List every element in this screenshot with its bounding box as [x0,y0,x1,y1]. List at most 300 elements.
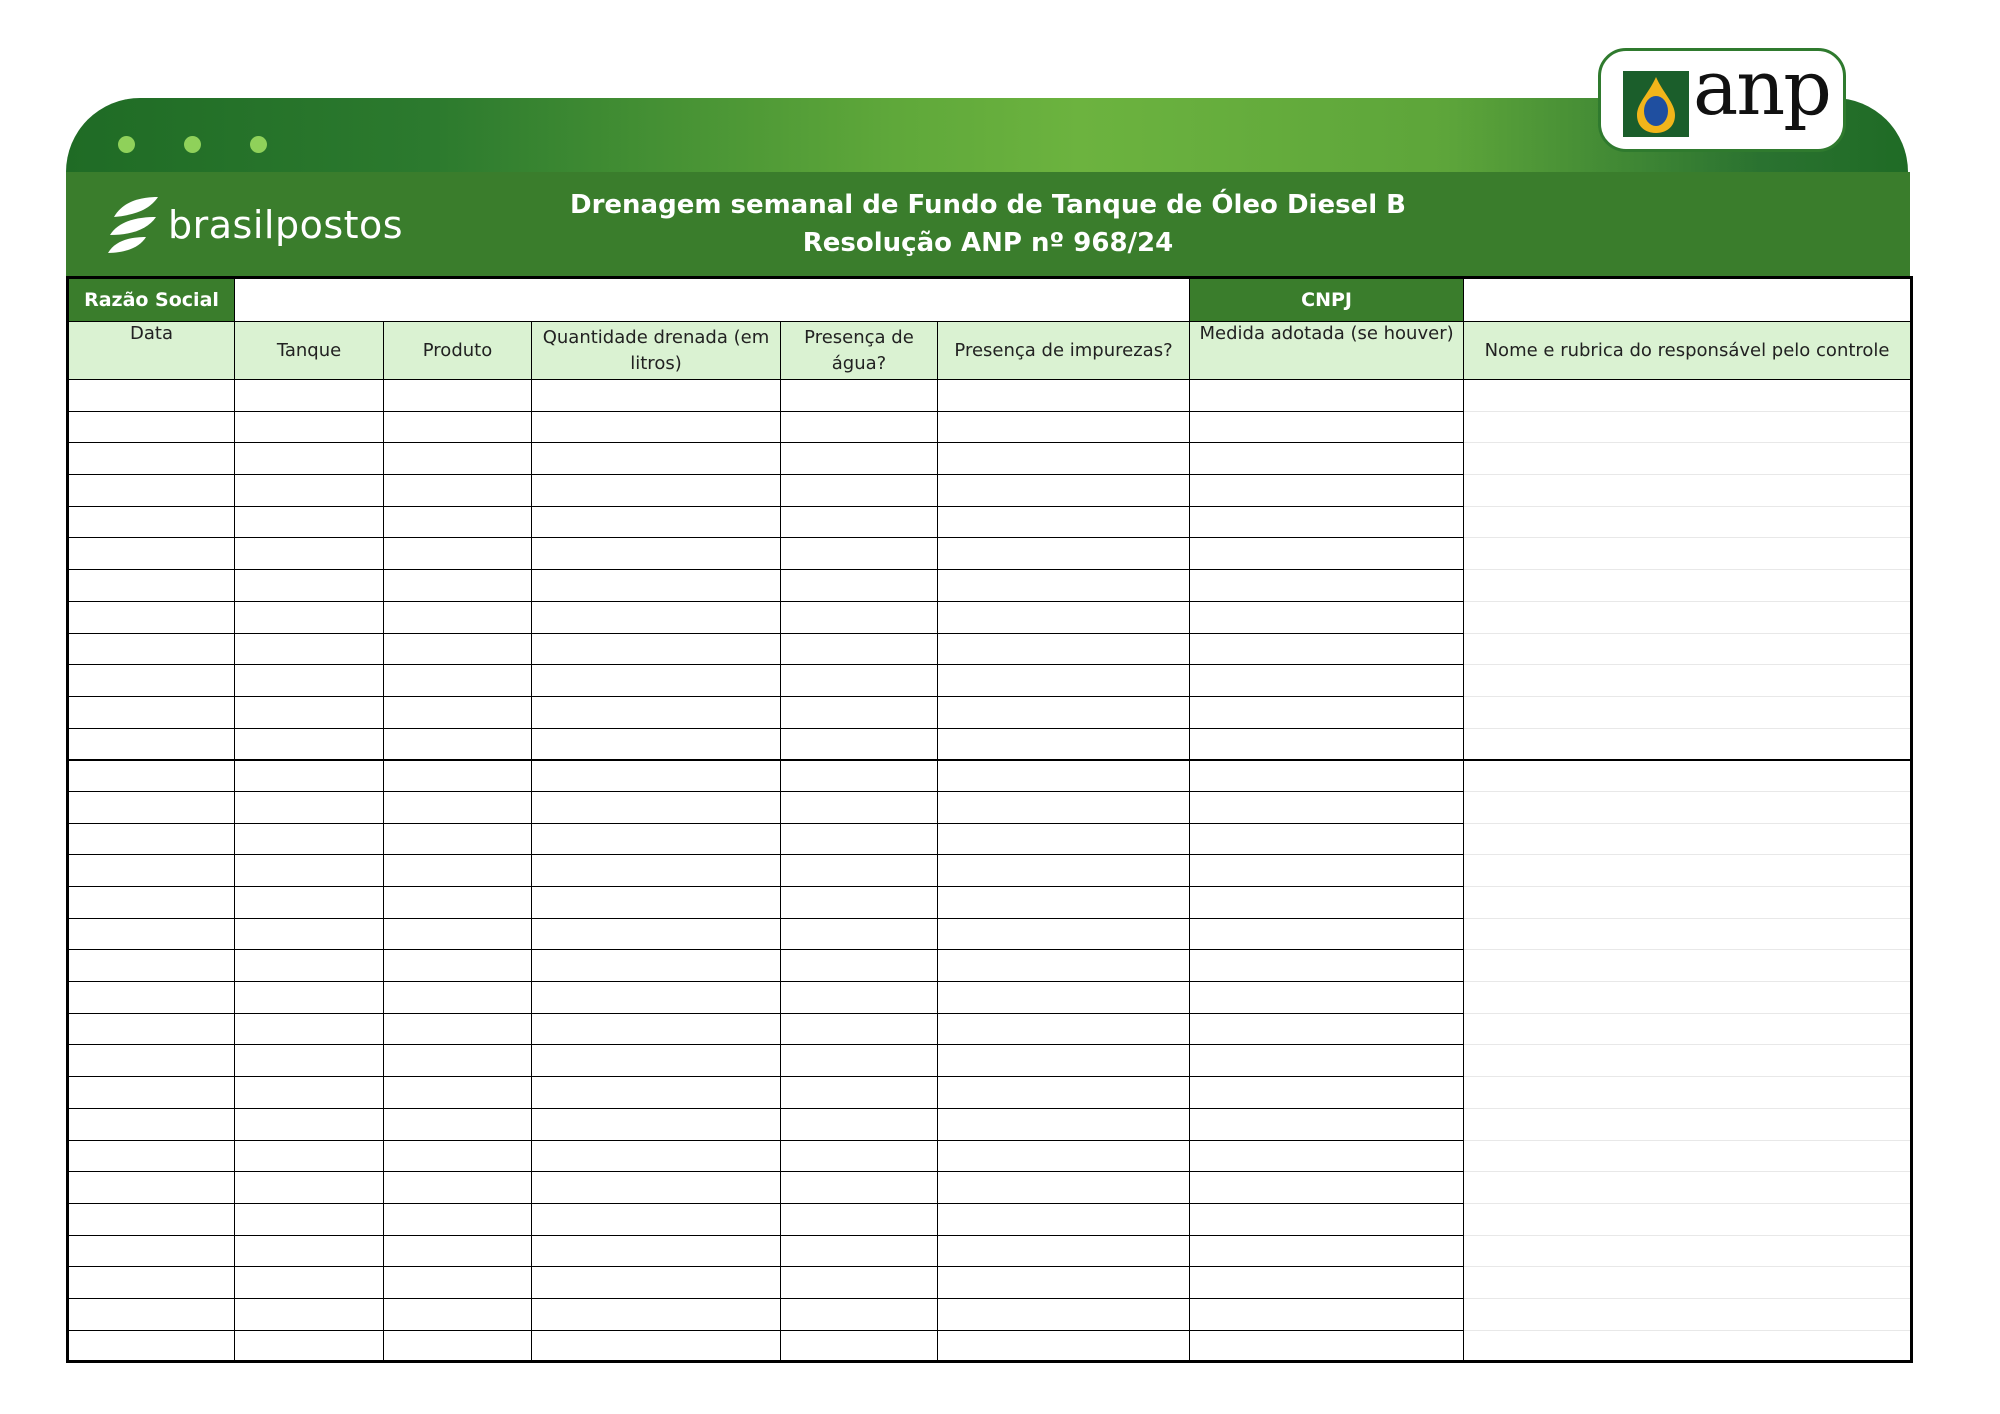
table-cell[interactable] [1190,538,1464,570]
table-row [68,411,1912,443]
table-cell[interactable] [1190,601,1464,633]
table-cell[interactable] [781,1108,938,1140]
table-cell[interactable] [384,918,532,950]
table-cell[interactable] [1464,633,1912,665]
table-cell[interactable] [235,696,384,728]
table-cell[interactable] [1190,443,1464,475]
table-cell[interactable] [68,475,235,507]
table-cell[interactable] [1464,1013,1912,1045]
table-cell[interactable] [781,696,938,728]
table-cell[interactable] [68,728,235,760]
title-line-2: Resolução ANP nº 968/24 [802,228,1174,258]
table-cell[interactable] [938,823,1190,855]
table-cell[interactable] [938,601,1190,633]
table-cell[interactable] [532,380,781,412]
table-cell[interactable] [781,506,938,538]
table-cell[interactable] [532,1013,781,1045]
table-cell[interactable] [235,791,384,823]
table-cell[interactable] [1190,570,1464,602]
table-cell[interactable] [68,1235,235,1267]
table-cell[interactable] [1464,411,1912,443]
table-cell[interactable] [384,1140,532,1172]
table-cell[interactable] [68,950,235,982]
table-cell[interactable] [1464,601,1912,633]
table-cell[interactable] [384,760,532,792]
column-header-quantidade: Quantidade drenada (em litros) [532,322,781,380]
table-cell[interactable] [1190,1235,1464,1267]
table-cell[interactable] [532,1140,781,1172]
table-cell[interactable] [235,1172,384,1204]
table-cell[interactable] [781,601,938,633]
table-cell[interactable] [1190,1045,1464,1077]
table-cell[interactable] [1464,1298,1912,1330]
table-cell[interactable] [68,601,235,633]
table-cell[interactable] [1464,760,1912,792]
table-cell[interactable] [68,918,235,950]
table-cell[interactable] [938,665,1190,697]
table-cell[interactable] [384,791,532,823]
table-cell[interactable] [1190,1267,1464,1299]
table-cell[interactable] [781,1235,938,1267]
table-cell[interactable] [938,506,1190,538]
table-cell[interactable] [68,443,235,475]
table-cell[interactable] [384,1077,532,1109]
table-cell[interactable] [1464,475,1912,507]
table-cell[interactable] [781,760,938,792]
table-cell[interactable] [1464,950,1912,982]
table-cell[interactable] [235,601,384,633]
table-cell[interactable] [1190,1172,1464,1204]
table-cell[interactable] [532,823,781,855]
table-cell[interactable] [68,823,235,855]
table-row [68,633,1912,665]
table-cell[interactable] [235,1298,384,1330]
table-cell[interactable] [1190,855,1464,887]
table-row [68,887,1912,919]
table-cell[interactable] [384,1045,532,1077]
anp-logo-text: anp [1693,43,1830,132]
column-header-impurezas: Presença de impurezas? [938,322,1190,380]
table-cell[interactable] [384,380,532,412]
table-cell[interactable] [1190,1140,1464,1172]
table-row [68,1013,1912,1045]
table-cell[interactable] [938,1235,1190,1267]
table-cell[interactable] [938,1203,1190,1235]
razao-social-field[interactable] [235,278,1190,322]
table-cell[interactable] [781,1298,938,1330]
table-row [68,538,1912,570]
table-cell[interactable] [384,982,532,1014]
table-cell[interactable] [1190,1013,1464,1045]
table-cell[interactable] [235,475,384,507]
table-cell[interactable] [938,411,1190,443]
table-cell[interactable] [781,1330,938,1362]
table-cell[interactable] [532,982,781,1014]
table-cell[interactable] [1190,1077,1464,1109]
table-cell[interactable] [384,633,532,665]
table-cell[interactable] [235,1235,384,1267]
table-cell[interactable] [235,1267,384,1299]
table-row [68,696,1912,728]
table-cell[interactable] [781,1172,938,1204]
table-cell[interactable] [1190,950,1464,982]
table-cell[interactable] [68,506,235,538]
table-cell[interactable] [384,1298,532,1330]
table-cell[interactable] [781,887,938,919]
table-cell[interactable] [1190,887,1464,919]
table-cell[interactable] [1464,1140,1912,1172]
table-cell[interactable] [1464,665,1912,697]
table-cell[interactable] [781,918,938,950]
table-cell[interactable] [781,665,938,697]
table-cell[interactable] [68,665,235,697]
table-row [68,918,1912,950]
company-info-row [68,278,1912,322]
table-cell[interactable] [1464,1077,1912,1109]
table-row [68,570,1912,602]
table-cell[interactable] [1190,506,1464,538]
table-cell[interactable] [781,823,938,855]
table-cell[interactable] [781,1203,938,1235]
table-cell[interactable] [1190,411,1464,443]
table-row [68,1077,1912,1109]
table-row [68,380,1912,412]
table-cell[interactable] [68,1045,235,1077]
table-row [68,1172,1912,1204]
table-cell[interactable] [384,1203,532,1235]
table-cell[interactable] [1464,538,1912,570]
table-cell[interactable] [68,1108,235,1140]
table-cell[interactable] [1464,443,1912,475]
table-cell[interactable] [1464,887,1912,919]
table-cell[interactable] [68,1203,235,1235]
table-cell[interactable] [532,1172,781,1204]
table-cell[interactable] [384,665,532,697]
table-row [68,506,1912,538]
table-row [68,443,1912,475]
table-cell[interactable] [938,380,1190,412]
table-cell[interactable] [938,855,1190,887]
table-cell[interactable] [781,1013,938,1045]
table-cell[interactable] [235,1330,384,1362]
table-cell[interactable] [1190,475,1464,507]
table-cell[interactable] [235,443,384,475]
table-cell[interactable] [938,760,1190,792]
table-cell[interactable] [781,855,938,887]
table-cell[interactable] [1190,982,1464,1014]
table-cell[interactable] [938,1330,1190,1362]
table-cell[interactable] [1190,760,1464,792]
table-cell[interactable] [781,1077,938,1109]
table-cell[interactable] [68,411,235,443]
column-header-agua: Presença de água? [781,322,938,380]
table-cell[interactable] [532,1045,781,1077]
table-cell[interactable] [1190,1330,1464,1362]
table-cell[interactable] [1190,380,1464,412]
table-cell[interactable] [384,506,532,538]
table-cell[interactable] [235,1013,384,1045]
table-cell[interactable] [68,1077,235,1109]
table-row [68,1298,1912,1330]
table-cell[interactable] [532,443,781,475]
table-cell[interactable] [532,1330,781,1362]
table-cell[interactable] [781,475,938,507]
table-cell[interactable] [532,570,781,602]
table-cell[interactable] [1190,918,1464,950]
table-cell[interactable] [384,696,532,728]
column-header-responsavel: Nome e rubrica do responsável pelo controle [1464,322,1912,380]
table-cell[interactable] [1464,506,1912,538]
brand-logo-text: brasilpostos [168,203,404,247]
table-cell[interactable] [68,1298,235,1330]
table-cell[interactable] [384,475,532,507]
table-cell[interactable] [235,1203,384,1235]
form-header [66,172,1910,276]
table-cell[interactable] [781,570,938,602]
table-cell[interactable] [938,1140,1190,1172]
table-row [68,665,1912,697]
table-cell[interactable] [235,506,384,538]
table-cell[interactable] [938,887,1190,919]
table-cell[interactable] [532,1235,781,1267]
table-cell[interactable] [938,475,1190,507]
table-cell[interactable] [938,1108,1190,1140]
table-cell[interactable] [532,633,781,665]
table-cell[interactable] [1464,982,1912,1014]
table-cell[interactable] [384,1330,532,1362]
table-cell[interactable] [68,1267,235,1299]
table-cell[interactable] [1190,823,1464,855]
table-row [68,855,1912,887]
table-row [68,760,1912,792]
table-cell[interactable] [1464,855,1912,887]
table-cell[interactable] [235,1045,384,1077]
table-cell[interactable] [781,728,938,760]
table-cell[interactable] [235,1140,384,1172]
table-cell[interactable] [1190,633,1464,665]
column-header-tanque: Tanque [235,322,384,380]
table-cell[interactable] [235,411,384,443]
table-cell[interactable] [235,1108,384,1140]
table-cell[interactable] [938,1045,1190,1077]
table-cell[interactable] [781,538,938,570]
table-row [68,1045,1912,1077]
table-cell[interactable] [532,665,781,697]
table-cell[interactable] [1464,1172,1912,1204]
table-row [68,1235,1912,1267]
table-row [68,982,1912,1014]
table-cell[interactable] [68,791,235,823]
table-cell[interactable] [532,855,781,887]
table-cell[interactable] [68,633,235,665]
table-cell[interactable] [384,887,532,919]
table-cell[interactable] [781,982,938,1014]
table-cell[interactable] [1464,1235,1912,1267]
table-cell[interactable] [1464,570,1912,602]
table-cell[interactable] [1190,1298,1464,1330]
table-cell[interactable] [384,823,532,855]
table-cell[interactable] [235,823,384,855]
table-cell[interactable] [1190,1108,1464,1140]
table-cell[interactable] [1190,728,1464,760]
table-cell[interactable] [68,570,235,602]
table-cell[interactable] [938,982,1190,1014]
table-cell[interactable] [938,633,1190,665]
table-cell[interactable] [384,570,532,602]
table-cell[interactable] [781,791,938,823]
table-cell[interactable] [68,855,235,887]
table-cell[interactable] [1190,665,1464,697]
table-cell[interactable] [1464,1045,1912,1077]
table-cell[interactable] [235,633,384,665]
table-cell[interactable] [1190,696,1464,728]
table-cell[interactable] [532,918,781,950]
table-cell[interactable] [938,1172,1190,1204]
table-cell[interactable] [68,538,235,570]
table-cell[interactable] [781,443,938,475]
table-cell[interactable] [532,791,781,823]
table-row [68,1140,1912,1172]
table-cell[interactable] [384,855,532,887]
table-cell[interactable] [235,918,384,950]
column-header-data: Data [68,322,235,380]
table-cell[interactable] [235,728,384,760]
table-cell[interactable] [384,1013,532,1045]
table-cell[interactable] [532,950,781,982]
table-cell[interactable] [532,696,781,728]
table-cell[interactable] [384,538,532,570]
table-cell[interactable] [384,1267,532,1299]
table-cell[interactable] [384,411,532,443]
table-cell[interactable] [532,1298,781,1330]
table-cell[interactable] [384,601,532,633]
table-cell[interactable] [68,887,235,919]
table-cell[interactable] [384,728,532,760]
cnpj-field[interactable] [1464,278,1912,322]
table-cell[interactable] [532,887,781,919]
table-row [68,950,1912,982]
decorative-dot [184,136,201,153]
table-cell[interactable] [938,728,1190,760]
table-cell[interactable] [68,1172,235,1204]
table-row [68,728,1912,760]
table-row [68,475,1912,507]
anp-logo [1598,43,1846,152]
table-cell[interactable] [938,791,1190,823]
table-cell[interactable] [938,1298,1190,1330]
table-cell[interactable] [532,1267,781,1299]
table-cell[interactable] [235,950,384,982]
table-cell[interactable] [1464,823,1912,855]
table-cell[interactable] [68,1140,235,1172]
table-row [68,1330,1912,1362]
table-cell[interactable] [781,411,938,443]
table-cell[interactable] [1464,728,1912,760]
table-row [68,601,1912,633]
table-cell[interactable] [1464,1203,1912,1235]
table-row [68,1267,1912,1299]
table-cell[interactable] [235,760,384,792]
table-row [68,1203,1912,1235]
table-cell[interactable] [235,855,384,887]
table-cell[interactable] [938,696,1190,728]
table-cell[interactable] [1464,380,1912,412]
table-cell[interactable] [938,443,1190,475]
table-cell[interactable] [938,918,1190,950]
table-cell[interactable] [384,1235,532,1267]
table-cell[interactable] [532,1108,781,1140]
table-cell[interactable] [235,887,384,919]
table-cell[interactable] [938,1267,1190,1299]
table-cell[interactable] [781,1045,938,1077]
table-cell[interactable] [1464,918,1912,950]
anp-drop-icon [1623,71,1689,137]
table-cell[interactable] [68,760,235,792]
table-cell[interactable] [68,982,235,1014]
table-cell[interactable] [938,570,1190,602]
table-cell[interactable] [1190,1203,1464,1235]
table-cell[interactable] [532,538,781,570]
table-cell[interactable] [235,570,384,602]
table-cell[interactable] [781,1267,938,1299]
table-cell[interactable] [384,1108,532,1140]
table-cell[interactable] [938,538,1190,570]
decorative-dot [250,136,267,153]
table-cell[interactable] [1190,791,1464,823]
table-cell[interactable] [384,950,532,982]
table-cell[interactable] [532,601,781,633]
table-cell[interactable] [68,696,235,728]
column-header-row [68,322,1912,380]
table-cell[interactable] [532,760,781,792]
table-cell[interactable] [235,538,384,570]
table-cell[interactable] [235,982,384,1014]
table-cell[interactable] [781,1140,938,1172]
table-cell[interactable] [1464,791,1912,823]
table-cell[interactable] [532,411,781,443]
table-cell[interactable] [1464,1108,1912,1140]
table-cell[interactable] [235,1077,384,1109]
table-cell[interactable] [384,443,532,475]
table-cell[interactable] [384,1172,532,1204]
table-cell[interactable] [532,506,781,538]
table-cell[interactable] [532,728,781,760]
table-cell[interactable] [235,665,384,697]
table-row [68,1108,1912,1140]
table-cell[interactable] [938,1013,1190,1045]
table-cell[interactable] [938,1077,1190,1109]
table-cell[interactable] [781,633,938,665]
table-cell[interactable] [68,380,235,412]
table-cell[interactable] [68,1013,235,1045]
table-cell[interactable] [781,380,938,412]
table-cell[interactable] [532,1203,781,1235]
table-cell[interactable] [938,950,1190,982]
table-cell[interactable] [1464,1330,1912,1362]
table-cell[interactable] [68,1330,235,1362]
table-cell[interactable] [532,475,781,507]
column-header-produto: Produto [384,322,532,380]
table-cell[interactable] [1464,1267,1912,1299]
table-cell[interactable] [235,380,384,412]
table-row [68,791,1912,823]
decorative-dot [118,136,135,153]
razao-social-label: Razão Social [68,278,235,322]
table-cell[interactable] [1464,696,1912,728]
cnpj-label: CNPJ [1190,278,1464,322]
table-cell[interactable] [781,950,938,982]
table-cell[interactable] [532,1077,781,1109]
